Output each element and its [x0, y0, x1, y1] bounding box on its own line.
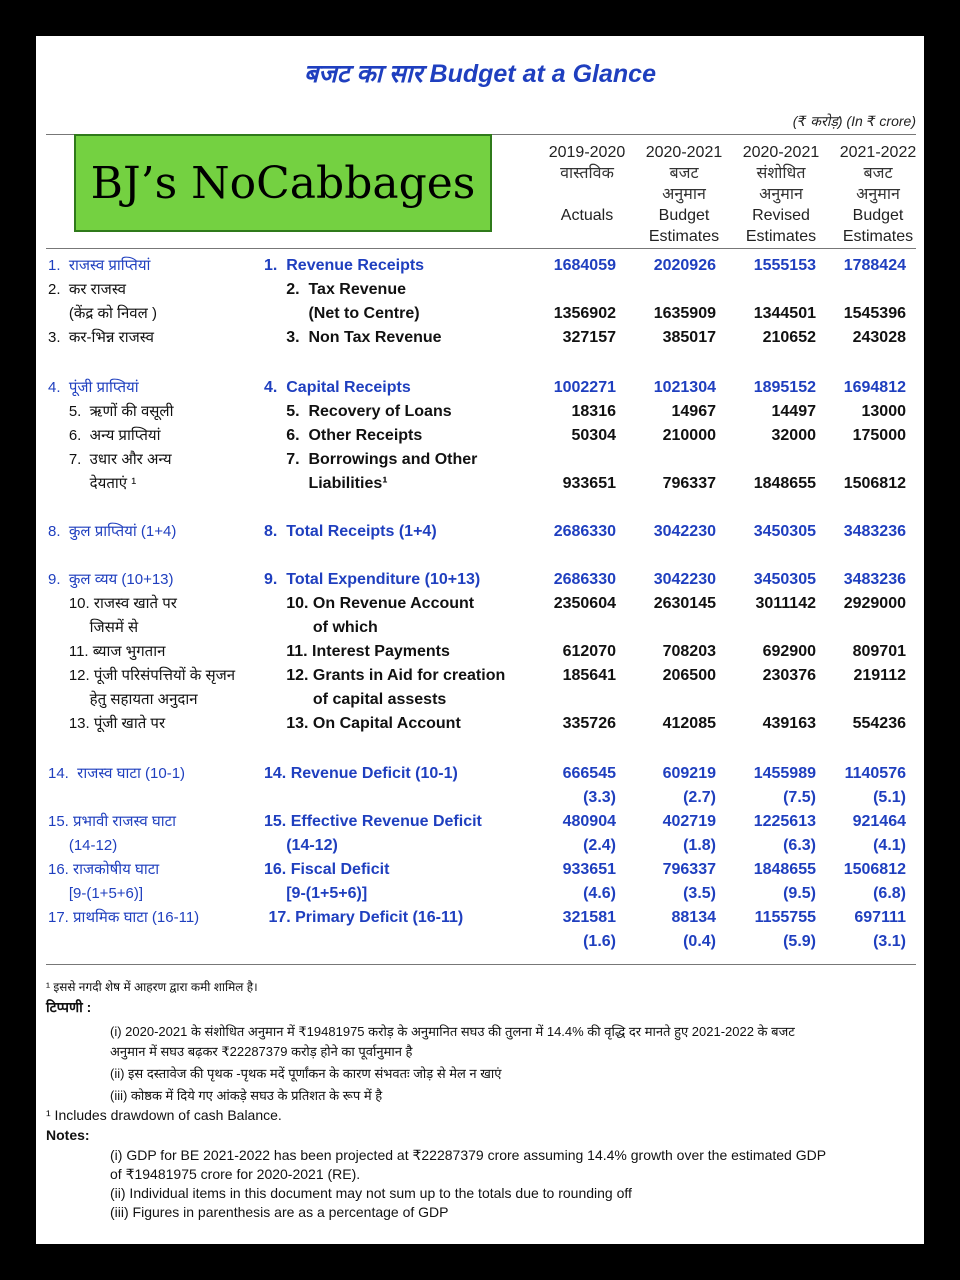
row-label-hindi: 3. कर-भिन्न राजस्व [48, 329, 154, 346]
row-label-english: 2. Tax Revenue [264, 281, 406, 298]
table-row [36, 400, 924, 424]
footnote-english: ¹ Includes drawdown of cash Balance. [46, 1107, 282, 1123]
row-label-english: 1. Revenue Receipts [264, 257, 425, 274]
row-label-english: of which [264, 619, 378, 636]
column-header-actuals: 2019-2020 वास्तविक Actuals [548, 144, 626, 224]
brand-watermark: BJ’s NoCabbages [74, 134, 492, 232]
cell-value: 219112 [853, 667, 906, 684]
row-label-hindi: 2. कर राजस्व [48, 281, 126, 298]
cell-value: 480904 [562, 813, 616, 830]
table-row [36, 302, 924, 326]
cell-value: (3.5) [683, 885, 716, 902]
cell-value: 609219 [662, 765, 716, 782]
cell-value: 210000 [662, 427, 716, 444]
table-row [36, 568, 924, 592]
cell-value: (3.1) [873, 933, 906, 950]
table-row [36, 278, 924, 302]
cell-value: 3450305 [753, 523, 816, 540]
row-label-hindi: 14. राजस्व घाटा (10-1) [48, 765, 186, 782]
cell-value: 1545396 [843, 305, 906, 322]
page-title: बजट का सार Budget at a Glance [304, 60, 656, 88]
row-label-english: 14. Revenue Deficit (10-1) [264, 765, 458, 782]
note-english-iii: (iii) Figures in parenthesis are as a percentage of GDP [110, 1204, 449, 1220]
cell-value: 1155755 [754, 909, 816, 926]
row-label-english: Liabilities¹ [264, 475, 388, 492]
row-label-hindi: 12. पूंजी परिसंपत्तियों के सृजन [48, 667, 236, 684]
row-label-english: 11. Interest Payments [264, 643, 450, 660]
cell-value: 2350604 [553, 595, 616, 612]
row-label-hindi: 7. उधार और अन्य [48, 451, 172, 468]
cell-value: 14497 [771, 403, 816, 420]
cell-value: 1684059 [553, 257, 616, 274]
row-label-hindi: 5. ऋणों की वसूली [48, 403, 174, 420]
row-label-hindi: 17. प्राथमिक घाटा (16-11) [48, 909, 200, 926]
cell-value: 230376 [762, 667, 816, 684]
column-header-revised: 2020-2021 संशोधित अनुमान Revised Estimates [742, 144, 820, 245]
cell-value: 321581 [562, 909, 616, 926]
note-hindi-ii: (ii) इस दस्तावेज की पृथक -पृथक मदें पूर्णांकन के कारण संभवतः जोड़ से मेल न खाएं [110, 1066, 502, 1081]
table-row [36, 906, 924, 930]
cell-value: 385017 [662, 329, 716, 346]
note-hindi-i-cont: अनुमान में सघउ बढ़कर ₹22287379 करोड़ होने का पूर्वानुमान है [110, 1044, 413, 1059]
cell-value: (5.1) [873, 789, 906, 806]
cell-value: 412085 [662, 715, 716, 732]
table-row [36, 882, 924, 906]
table-row [36, 858, 924, 882]
cell-value: 1356902 [553, 305, 616, 322]
cell-value: 666545 [562, 765, 616, 782]
cell-value: 796337 [662, 861, 716, 878]
row-label-english: [9-(1+5+6)] [264, 885, 368, 902]
cell-value: (4.1) [873, 837, 906, 854]
cell-value: (2.7) [683, 789, 716, 806]
cell-value: 2929000 [843, 595, 906, 612]
cell-value: (1.8) [683, 837, 716, 854]
table-row [36, 834, 924, 858]
cell-value: 402719 [662, 813, 716, 830]
row-label-english: 10. On Revenue Account [264, 595, 475, 612]
table-row [36, 688, 924, 712]
row-label-hindi: [9-(1+5+6)] [48, 885, 144, 902]
cell-value: 933651 [562, 861, 616, 878]
row-label-english: 9. Total Expenditure (10+13) [264, 571, 481, 588]
table-row [36, 472, 924, 496]
note-english-ii: (ii) Individual items in this document may not sum up to the totals due to rounding off [110, 1185, 632, 1201]
table-row [36, 424, 924, 448]
row-label-english: 3. Non Tax Revenue [264, 329, 442, 346]
cell-value: 2686330 [553, 571, 616, 588]
row-label-hindi: 4. पूंजी प्राप्तियां [48, 379, 139, 396]
row-label-english: (14-12) [264, 837, 338, 854]
table-row [36, 448, 924, 472]
cell-value: 1455989 [753, 765, 816, 782]
cell-value: (9.5) [783, 885, 816, 902]
row-label-hindi: 8. कुल प्राप्तियां (1+4) [48, 523, 177, 540]
table-row [36, 326, 924, 350]
row-label-english: 16. Fiscal Deficit [264, 861, 390, 878]
column-header-budget: 2020-2021 बजट अनुमान Budget Estimates [645, 144, 723, 245]
note-hindi-iii: (iii) कोष्ठक में दिये गए आंकड़े सघउ के प्रतिशत के रूप में है [110, 1088, 383, 1103]
row-label-hindi: 16. राजकोषीय घाटा [48, 861, 160, 878]
cell-value: (6.8) [873, 885, 906, 902]
cell-value: 1848655 [753, 861, 816, 878]
cell-value: 1788424 [843, 257, 906, 274]
cell-value: 175000 [852, 427, 906, 444]
cell-value: 327157 [562, 329, 616, 346]
table-row [36, 930, 924, 954]
cell-value: 708203 [662, 643, 716, 660]
cell-value: (5.9) [783, 933, 816, 950]
row-label-hindi: 13. पूंजी खाते पर [48, 715, 166, 732]
row-label-hindi: जिसमें से [48, 619, 139, 636]
row-label-english: 15. Effective Revenue Deficit [264, 813, 482, 830]
cell-value: 933651 [562, 475, 616, 492]
cell-value: 3042230 [653, 523, 716, 540]
table-row [36, 520, 924, 544]
row-label-hindi: (14-12) [48, 837, 118, 854]
table-row [36, 810, 924, 834]
cell-value: 206500 [662, 667, 716, 684]
cell-value: 14967 [671, 403, 716, 420]
cell-value: 185641 [562, 667, 616, 684]
table-row [36, 592, 924, 616]
cell-value: 210652 [762, 329, 816, 346]
cell-value: 1895152 [753, 379, 816, 396]
cell-value: 1694812 [843, 379, 906, 396]
cell-value: 3483236 [843, 523, 906, 540]
cell-value: 439163 [762, 715, 816, 732]
row-label-english: 12. Grants in Aid for creation [264, 667, 506, 684]
row-label-english: 7. Borrowings and Other [264, 451, 478, 468]
cell-value: 2630145 [653, 595, 716, 612]
table-row [36, 616, 924, 640]
cell-value: 3483236 [843, 571, 906, 588]
table-row [36, 664, 924, 688]
cell-value: 32000 [771, 427, 816, 444]
cell-value: 88134 [671, 909, 716, 926]
cell-value: (2.4) [583, 837, 616, 854]
cell-value: 50304 [571, 427, 616, 444]
cell-value: 1344501 [753, 305, 816, 322]
row-label-hindi: 6. अन्य प्राप्तियां [48, 427, 161, 444]
note-english-i: (i) GDP for BE 2021-2022 has been projected at ₹22287379 crore assuming 14.4% growth over the estimated GDP [110, 1147, 827, 1163]
table-row [36, 712, 924, 736]
row-label-hindi: हेतु सहायता अनुदान [48, 691, 198, 708]
column-header-budget-next: 2021-2022 बजट अनुमान Budget Estimates [839, 144, 917, 245]
row-label-hindi: 10. राजस्व खाते पर [48, 595, 177, 612]
cell-value: 13000 [861, 403, 906, 420]
row-label-english: 17. Primary Deficit (16-11) [264, 909, 464, 926]
cell-value: (7.5) [783, 789, 816, 806]
note-english-i-cont: of ₹19481975 crore for 2020-2021 (RE). [110, 1166, 361, 1182]
row-label-english: of capital assests [264, 691, 447, 708]
row-label-hindi: (केंद्र को निवल ) [48, 305, 157, 322]
row-label-english: (Net to Centre) [264, 305, 420, 322]
cell-value: (0.4) [683, 933, 716, 950]
cell-value: 1635909 [653, 305, 716, 322]
cell-value: 809701 [852, 643, 906, 660]
cell-value: 2020926 [653, 257, 716, 274]
row-label-english: 13. On Capital Account [264, 715, 461, 732]
cell-value: 1506812 [843, 475, 906, 492]
row-label-english: 4. Capital Receipts [264, 379, 411, 396]
cell-value: (6.3) [783, 837, 816, 854]
cell-value: 692900 [762, 643, 816, 660]
note-hindi-i: (i) 2020-2021 के संशोधित अनुमान में ₹19481975 करोड़ के अनुमानित सघउ की तुलना में 14.4% की वृद्धि दर मानते हुए 2021-2022 के बजट [110, 1024, 795, 1039]
cell-value: 921464 [852, 813, 906, 830]
cell-value: 3450305 [753, 571, 816, 588]
row-label-hindi: 9. कुल व्यय (10+13) [48, 571, 174, 588]
header-rule [46, 248, 916, 249]
row-label-hindi: देयताएं ¹ [48, 475, 137, 492]
cell-value: 1002271 [553, 379, 616, 396]
cell-value: 335726 [562, 715, 616, 732]
row-label-english: 8. Total Receipts (1+4) [264, 523, 437, 540]
table-bottom-rule [46, 964, 916, 965]
row-label-hindi: 11. ब्याज भुगतान [48, 643, 166, 660]
cell-value: 554236 [852, 715, 906, 732]
cell-value: 1225613 [753, 813, 816, 830]
row-label-english: 6. Other Receipts [264, 427, 423, 444]
cell-value: 1555153 [753, 257, 816, 274]
cell-value: 1848655 [753, 475, 816, 492]
cell-value: 612070 [562, 643, 616, 660]
notes-heading-english: Notes: [46, 1127, 90, 1143]
cell-value: (3.3) [583, 789, 616, 806]
cell-value: (1.6) [583, 933, 616, 950]
cell-value: (4.6) [583, 885, 616, 902]
budget-page [36, 36, 924, 1244]
table-row [36, 786, 924, 810]
cell-value: 1021304 [653, 379, 716, 396]
cell-value: 697111 [854, 909, 906, 926]
table-row [36, 376, 924, 400]
row-label-hindi: 1. राजस्व प्राप्तियां [48, 257, 151, 274]
table-row [36, 254, 924, 278]
table-row [36, 762, 924, 786]
cell-value: 1140576 [844, 765, 906, 782]
cell-value: 243028 [852, 329, 906, 346]
cell-value: 18316 [571, 403, 616, 420]
cell-value: 796337 [662, 475, 716, 492]
table-row [36, 640, 924, 664]
row-label-hindi: 15. प्रभावी राजस्व घाटा [48, 813, 177, 830]
units-label: (₹ करोड़) (In ₹ crore) [792, 113, 916, 129]
cell-value: 2686330 [553, 523, 616, 540]
cell-value: 1506812 [843, 861, 906, 878]
cell-value: 3042230 [653, 571, 716, 588]
footnote-hindi: ¹ इससे नगदी शेष में आहरण द्वारा कमी शामिल है। [46, 980, 258, 994]
cell-value: 3011142 [755, 595, 816, 612]
notes-heading-hindi: टिप्पणी : [46, 999, 92, 1015]
row-label-english: 5. Recovery of Loans [264, 403, 452, 420]
